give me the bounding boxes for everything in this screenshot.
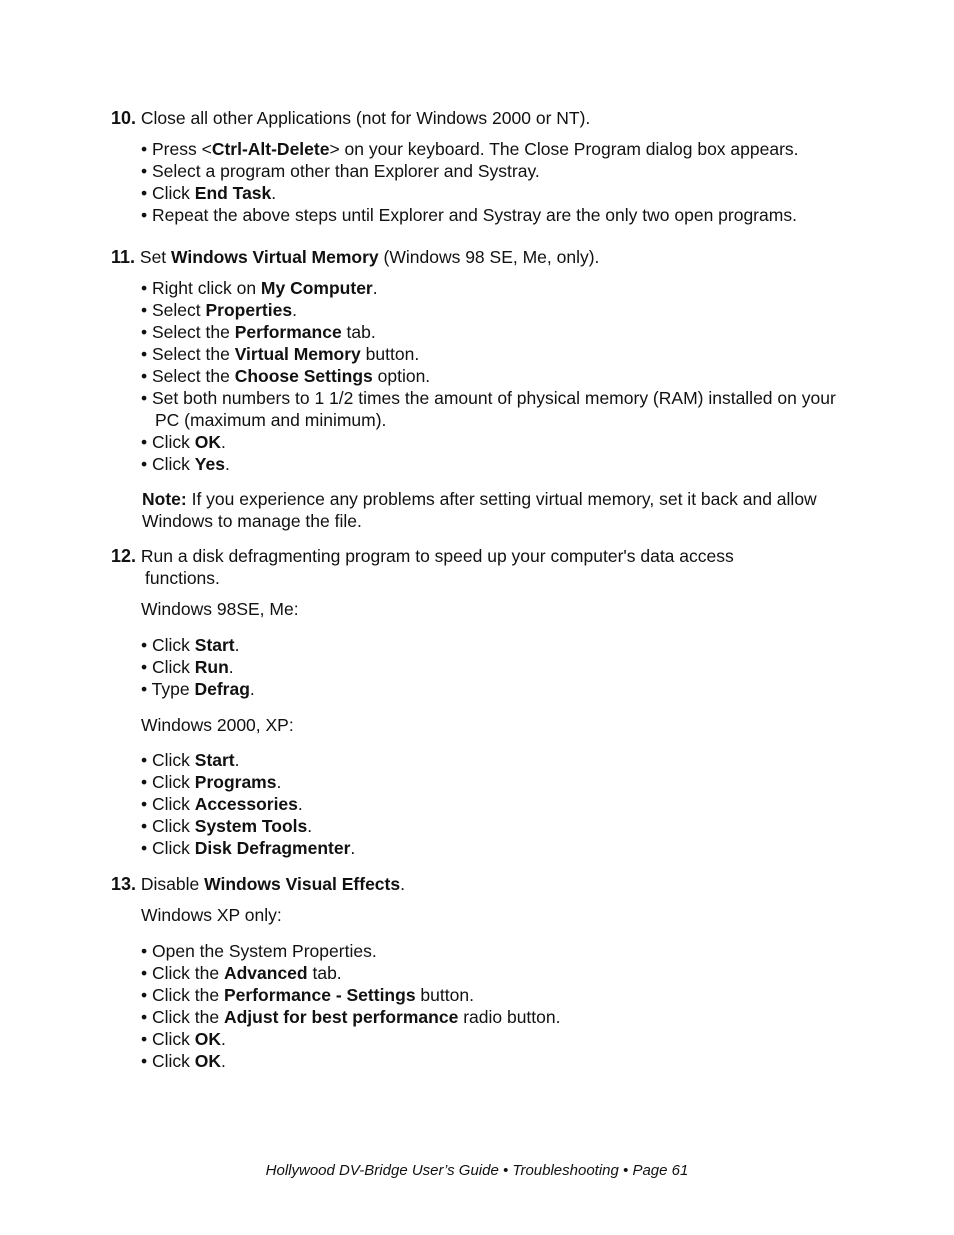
item-text: • Click — [141, 454, 195, 474]
step-12-bullets-xp — [141, 749, 861, 859]
item-text: • Click the — [141, 963, 224, 983]
list-item — [141, 656, 861, 678]
item-text: . — [228, 657, 234, 677]
item-bold: Disk Defragmenter — [194, 838, 351, 858]
item-bold: OK — [194, 1029, 222, 1049]
item-text: • Click — [141, 1051, 195, 1071]
item-text: • Click — [141, 794, 195, 814]
step-bold: Windows Visual Effects — [204, 874, 401, 894]
item-text: . — [350, 838, 356, 858]
item-text: • Click — [141, 816, 195, 836]
list-item — [141, 793, 861, 815]
item-text: • Click — [141, 657, 195, 677]
step-text: Run a disk defragmenting program to speed up your computer's data access — [140, 546, 734, 566]
step-11 — [111, 246, 851, 268]
list-item — [141, 431, 861, 453]
list-item — [141, 160, 861, 182]
item-text: . — [276, 772, 282, 792]
list-item — [141, 453, 861, 475]
item-text: button. — [415, 985, 474, 1005]
item-text: option. — [372, 366, 431, 386]
item-text: • Click — [141, 635, 195, 655]
item-text: • Click — [141, 772, 195, 792]
step-number: 13. — [111, 874, 137, 894]
item-text: • Click — [141, 838, 195, 858]
item-bold: Choose Settings — [234, 366, 373, 386]
item-text: • Click the — [141, 1007, 224, 1027]
list-item — [141, 277, 861, 299]
item-text: • Open the System Properties. — [141, 941, 377, 961]
item-text: • Type — [141, 679, 195, 699]
item-text: . — [234, 750, 240, 770]
note-label: Note: — [142, 489, 187, 509]
item-bold: Virtual Memory — [234, 344, 361, 364]
step-text-continued: functions. — [145, 568, 220, 588]
item-bold: Performance — [234, 322, 342, 342]
item-text: button. — [360, 344, 420, 364]
step-number: 10. — [111, 108, 137, 128]
item-text: radio button. — [458, 1007, 561, 1027]
list-item — [141, 365, 861, 387]
list-item — [141, 182, 861, 204]
item-bold: System Tools — [194, 816, 308, 836]
list-item — [141, 1050, 861, 1072]
item-text: • Click — [141, 1029, 195, 1049]
item-bold: Ctrl-Alt-Delete — [211, 139, 330, 159]
list-item — [141, 299, 861, 321]
subheading: Windows 98SE, Me: — [141, 599, 299, 619]
item-bold: OK — [194, 1051, 222, 1071]
item-text: • Select the — [141, 322, 235, 342]
subheading: Windows XP only: — [141, 905, 282, 925]
item-text: > on your keyboard. The Close Program dialog box appears. — [329, 139, 799, 159]
page-footer: Hollywood DV-Bridge User’s Guide • Troubleshooting • Page 61 — [265, 1162, 689, 1179]
item-text: • Select — [141, 300, 206, 320]
item-text: . — [271, 183, 277, 203]
item-text: . — [234, 635, 240, 655]
item-text: . — [297, 794, 303, 814]
list-item — [141, 815, 861, 837]
item-bold: Run — [194, 657, 229, 677]
item-bold: Adjust for best performance — [223, 1007, 459, 1027]
step-text: Disable — [140, 874, 205, 894]
item-bold: Programs — [194, 772, 277, 792]
list-item — [141, 321, 861, 343]
list-item — [141, 940, 861, 962]
item-text: tab. — [307, 963, 342, 983]
item-text: tab. — [341, 322, 376, 342]
item-bold: OK — [194, 432, 222, 452]
item-text: . — [292, 300, 297, 320]
item-text: . — [221, 1029, 226, 1049]
item-text: • Click the — [141, 985, 224, 1005]
item-bold: Start — [194, 635, 235, 655]
step-10 — [111, 107, 851, 129]
step-12 — [111, 545, 851, 589]
list-item — [141, 749, 861, 771]
step-text: Close all other Applications (not for Windows 2000 or NT). — [140, 108, 591, 128]
list-item — [141, 138, 861, 160]
item-text: • Select the — [141, 366, 235, 386]
item-text: • Click — [141, 183, 195, 203]
step-number: 12. — [111, 546, 137, 566]
item-bold: Advanced — [223, 963, 308, 983]
step-10-bullets — [141, 138, 861, 226]
item-text: . — [249, 679, 255, 699]
list-item — [141, 204, 861, 226]
item-bold: Performance - Settings — [223, 985, 416, 1005]
item-text: . — [221, 1051, 226, 1071]
item-bold: Properties — [205, 300, 293, 320]
list-item — [141, 1028, 861, 1050]
item-text: • Click — [141, 432, 195, 452]
list-item — [141, 1006, 861, 1028]
list-item — [141, 962, 861, 984]
list-item — [141, 678, 861, 700]
note-text: If you experience any problems after setting virtual memory, set it back and allow Windows to manage the file. — [142, 489, 817, 531]
item-text: . — [372, 278, 378, 298]
list-item — [141, 984, 861, 1006]
item-text: • Press < — [141, 139, 212, 159]
item-text: . — [221, 432, 226, 452]
item-bold: Defrag — [194, 679, 250, 699]
list-item — [141, 634, 861, 656]
step-13 — [111, 873, 851, 895]
step-bold: Windows Virtual Memory — [171, 247, 379, 267]
step-11-bullets — [141, 277, 861, 475]
item-bold: My Computer — [260, 278, 373, 298]
note-paragraph — [142, 488, 832, 532]
step-text: . — [400, 874, 405, 894]
item-bold: Accessories — [194, 794, 298, 814]
item-text: • Click — [141, 750, 195, 770]
subheading: Windows 2000, XP: — [141, 715, 294, 735]
item-bold: Yes — [194, 454, 225, 474]
item-text: . — [224, 454, 230, 474]
list-item — [141, 343, 861, 365]
step-text: Set — [139, 247, 172, 267]
item-text: • Set both numbers to 1 1/2 times the amount of physical memory (RAM) installed on your PC (maximum and minimum). — [141, 388, 836, 430]
list-item — [141, 771, 861, 793]
item-text: • Right click on — [141, 278, 261, 298]
item-bold: End Task — [194, 183, 272, 203]
item-text: • Select the — [141, 344, 235, 364]
item-bold: Start — [194, 750, 235, 770]
item-text: . — [307, 816, 313, 836]
step-13-bullets — [141, 940, 861, 1072]
list-item — [141, 837, 861, 859]
list-item — [141, 387, 861, 431]
item-text: • Repeat the above steps until Explorer and Systray are the only two open programs. — [141, 205, 797, 225]
step-12-bullets-98 — [141, 634, 861, 700]
step-text: (Windows 98 SE, Me, only). — [378, 247, 600, 267]
step-number: 11. — [111, 247, 136, 267]
item-text: • Select a program other than Explorer and Systray. — [141, 161, 540, 181]
